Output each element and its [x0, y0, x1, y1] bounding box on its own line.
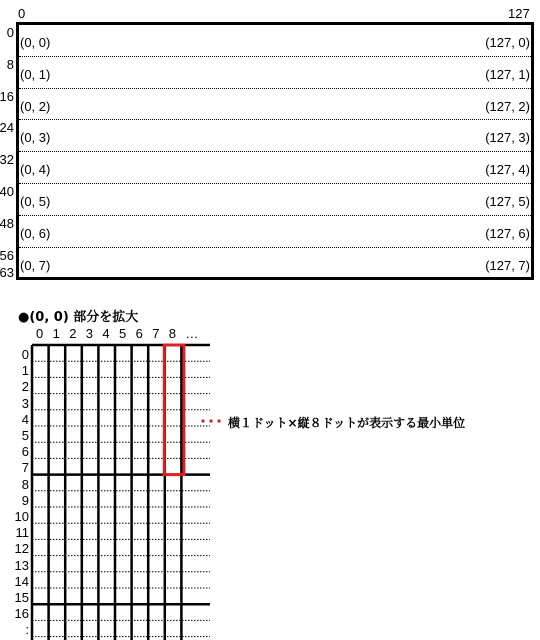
row-left-coord: (0, 5) — [20, 194, 51, 209]
zoom-row-label: 12 — [14, 541, 29, 557]
row-right-coord: (127, 0) — [485, 35, 530, 50]
y-axis-label: 63 — [0, 265, 14, 280]
row-left-coord: (0, 1) — [20, 66, 51, 82]
zoom-title: ●(0, 0) 部分を拡大 — [18, 310, 139, 325]
zoom-row-label: 9 — [21, 492, 29, 508]
zoom-row-label: 2 — [21, 379, 29, 395]
y-axis-label: 8 — [6, 56, 14, 72]
y-axis-label: 32 — [0, 152, 14, 168]
zoom-column-label: 1 — [52, 326, 60, 341]
zoom-column-label: 7 — [152, 326, 160, 341]
zoom-row-label: 13 — [14, 557, 29, 573]
row-left-coord: (0, 6) — [20, 225, 51, 241]
zoom-row-label: 10 — [14, 509, 29, 524]
zoom-row-label: 16 — [14, 606, 29, 622]
zoom-row-label: 5 — [21, 428, 29, 443]
zoom-column-label: 6 — [135, 326, 143, 341]
zoom-row-label: 14 — [14, 573, 29, 589]
x-axis-start-label: 0 — [18, 6, 26, 21]
row-left-coord: (0, 2) — [20, 98, 51, 114]
zoom-row-label: 11 — [15, 525, 29, 541]
zoom-row-label: 4 — [21, 411, 29, 427]
row-left-coord: (0, 4) — [20, 162, 51, 178]
y-axis-label: 24 — [0, 120, 14, 136]
row-right-coord: (127, 2) — [485, 98, 530, 114]
zoom-column-label: 5 — [119, 326, 127, 341]
zoom-column-label: 3 — [85, 326, 94, 341]
y-axis-label: 16 — [0, 88, 14, 104]
zoom-row-label: 7 — [21, 460, 29, 476]
zoom-row-label: : — [25, 622, 29, 638]
zoom-row-label: 3 — [21, 395, 29, 411]
row-left-coord: (0, 0) — [20, 35, 51, 50]
row-right-coord: (127, 4) — [485, 162, 530, 178]
leader-dot — [201, 419, 204, 422]
zoom-row-label: 6 — [21, 444, 29, 460]
row-right-coord: (127, 6) — [485, 225, 530, 241]
y-axis-label: 40 — [0, 184, 14, 199]
annotation-text: 横１ドット×縦８ドットが表示する最小単位 — [228, 416, 466, 430]
leader-dot — [217, 419, 220, 422]
zoom-row-label: 0 — [21, 347, 29, 362]
zoom-column-label: 4 — [102, 326, 110, 341]
zoom-row-label: 15 — [14, 590, 29, 605]
row-right-coord: (127, 5) — [485, 194, 530, 209]
zoom-column-label: 8 — [168, 326, 177, 341]
y-axis-label: 48 — [0, 215, 14, 231]
y-axis-label: 56 — [0, 247, 14, 263]
row-left-coord: (0, 7) — [20, 257, 51, 273]
row-right-coord: (127, 1) — [485, 66, 530, 82]
row-left-coord: (0, 3) — [20, 130, 51, 146]
row-right-coord: (127, 3) — [485, 130, 530, 146]
zoom-column-label: … — [185, 326, 199, 341]
row-right-coord: (127, 7) — [485, 257, 530, 273]
zoom-row-label: 8 — [21, 476, 29, 492]
zoom-column-label: 2 — [69, 326, 77, 341]
zoom-column-label: 0 — [36, 326, 44, 341]
leader-dot — [209, 419, 212, 422]
x-axis-end-label: 127 — [508, 6, 530, 21]
y-axis-label: 0 — [6, 25, 14, 40]
zoom-row-label: 1 — [21, 363, 29, 379]
